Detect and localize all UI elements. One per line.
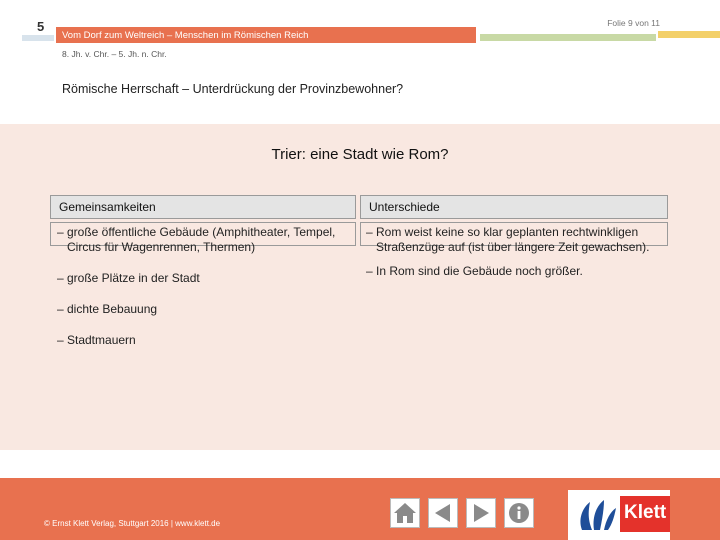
- home-button[interactable]: [390, 498, 420, 528]
- column-header-differences: Unterschiede: [360, 195, 668, 219]
- klett-logo: [568, 490, 670, 540]
- list-item: – In Rom sind die Gebäude noch größer.: [366, 264, 583, 278]
- next-icon: [470, 502, 492, 524]
- copyright-text: © Ernst Klett Verlag, Stuttgart 2016 | www.klett.de: [44, 519, 221, 528]
- list-item: – große Plätze in der Stadt: [57, 271, 200, 285]
- klett-logo-text: Klett: [624, 502, 667, 523]
- header-bar-yellow: [658, 31, 720, 38]
- footer-bar: [0, 478, 720, 540]
- home-icon: [393, 502, 417, 524]
- klett-wordmark: [620, 496, 670, 532]
- list-item: – große öffentliche Gebäude (Amphitheater, Tempel, Circus für Wagenrennen, Thermen): [57, 225, 336, 254]
- header-bar-green: [480, 34, 656, 41]
- next-slide-button[interactable]: [466, 498, 496, 528]
- date-range: 8. Jh. v. Chr. – 5. Jh. n. Chr.: [62, 49, 167, 59]
- slide-counter: Folie 9 von 11: [607, 18, 660, 28]
- differences-list: [366, 225, 666, 288]
- column-header-similarities: Gemeinsamkeiten: [50, 195, 356, 219]
- info-icon: [508, 502, 530, 524]
- info-button[interactable]: [504, 498, 534, 528]
- list-item: – dichte Bebauung: [57, 302, 158, 316]
- chapter-title: Vom Dorf zum Weltreich – Menschen im Römischen Reich: [62, 30, 309, 41]
- previous-slide-button[interactable]: [428, 498, 458, 528]
- page-title: Römische Herrschaft – Unterdrückung der Provinzbewohner?: [62, 82, 404, 96]
- chapter-number: 5: [37, 19, 45, 34]
- similarities-list: [57, 225, 353, 364]
- list-item: – Stadtmauern: [57, 333, 136, 347]
- panel-title: Trier: eine Stadt wie Rom?: [271, 146, 449, 163]
- previous-icon: [432, 502, 454, 524]
- chapter-title-bar: [56, 27, 476, 43]
- header-bar-blue: [22, 35, 54, 41]
- list-item: – Rom weist keine so klar geplanten rechtwinkligen Straßenzüge auf (ist über längere Zeit gewachsen).: [366, 225, 650, 254]
- klett-leaf-icon: [574, 496, 618, 534]
